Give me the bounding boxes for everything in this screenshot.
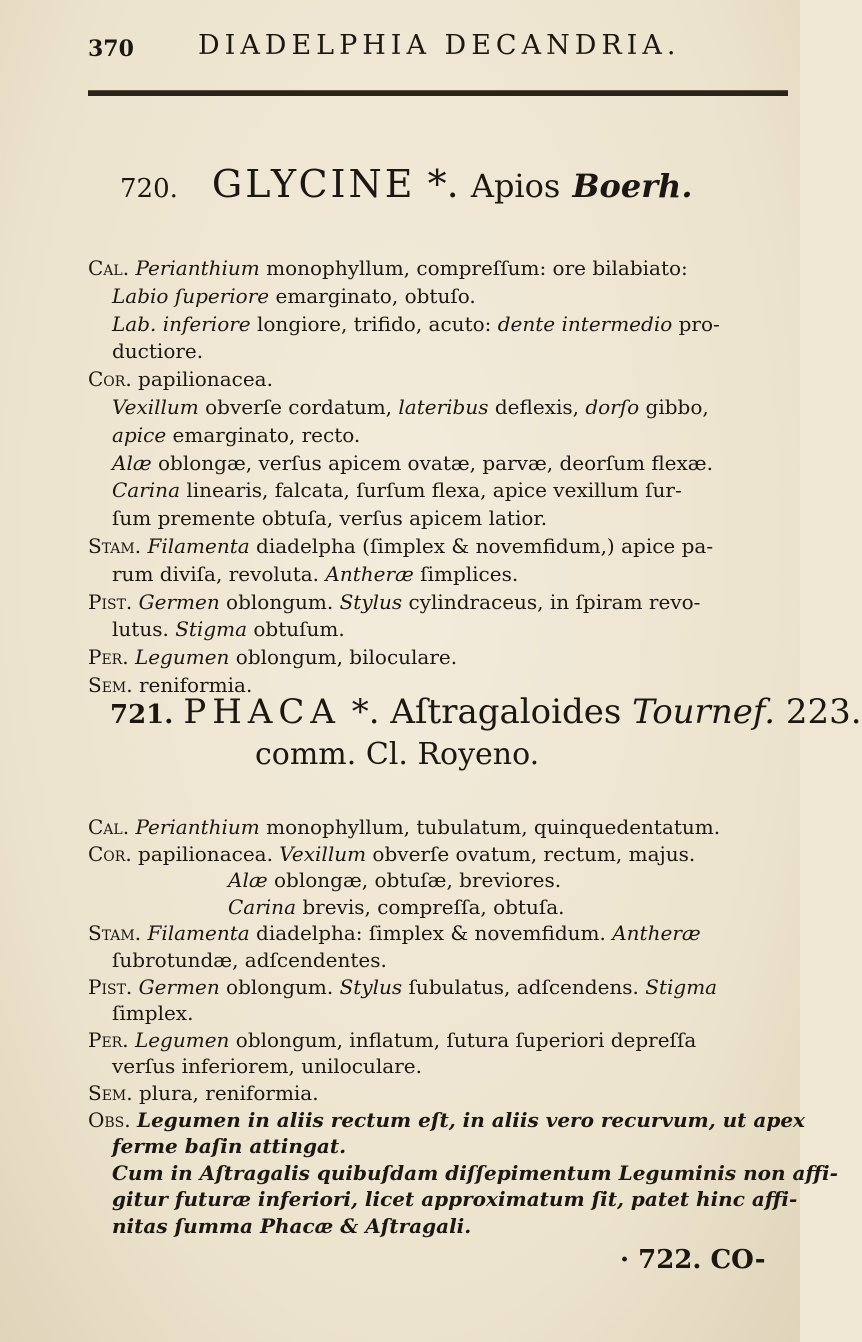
genus-name: GLYCINE <box>211 162 416 206</box>
part-label: Sem. <box>88 1081 133 1105</box>
description-text: ſubrotundæ, adſcendentes. <box>112 948 387 972</box>
italic-term: lateribus <box>398 395 489 419</box>
italic-term: ferme baſin attingat. <box>112 1134 347 1159</box>
description-text: monophyllum, compreſſum: ore bilabiato: <box>259 256 688 280</box>
description-text: oblongum, inflatum, ſutura ſuperiori depreſſa <box>229 1027 697 1052</box>
genus-721-heading-line2: comm. Cl. Royeno. <box>255 737 540 772</box>
italic-term: Filamenta <box>147 921 250 946</box>
italic-term: Stylus <box>339 974 403 999</box>
running-title: DIADELPHIA DECANDRIA. <box>198 30 681 61</box>
italic-term: Legumen in aliis rectum eſt, in aliis vero recurvum, ut apex <box>137 1107 805 1132</box>
description-text: oblongum. <box>219 589 340 614</box>
italic-term: Antheræ <box>612 921 701 946</box>
description-text: pro- <box>672 311 720 336</box>
italic-term: Carina <box>112 478 180 503</box>
description-text: oblongum. <box>219 974 340 999</box>
description-line <box>112 1161 838 1185</box>
description-line <box>88 1108 805 1132</box>
description-line <box>88 534 713 558</box>
description-line <box>112 312 720 336</box>
description-line <box>112 478 682 502</box>
description-text: papilionacea. <box>138 841 280 866</box>
italic-term: Stigma <box>645 974 718 999</box>
description-line <box>112 395 709 419</box>
genus-synonym: Aſtragaloides <box>390 692 622 732</box>
description-line <box>112 1187 797 1211</box>
part-label: Stam. <box>88 921 142 946</box>
genus-number: 721. <box>110 700 174 730</box>
italic-term: Vexillum <box>279 841 367 866</box>
part-label: Stam. <box>88 534 142 558</box>
description-text: brevis, compreſſa, obtuſa. <box>296 894 565 919</box>
header-rule <box>88 90 788 96</box>
italic-term: Labio ſuperiore <box>112 283 270 308</box>
description-text: deflexis, <box>488 395 586 419</box>
description-text: obtuſum. <box>247 617 345 642</box>
description-line <box>228 895 565 919</box>
italic-term: Stylus <box>339 589 403 614</box>
italic-term: Germen <box>138 589 220 614</box>
italic-term: Germen <box>138 974 220 999</box>
description-text: reniformia. <box>138 673 253 697</box>
genus-mark: *. <box>427 162 459 206</box>
description-text: obverſe ovatum, rectum, majus. <box>366 841 696 866</box>
description-line <box>88 921 701 945</box>
genus-name: PHACA <box>183 692 341 732</box>
part-label: Sem. <box>88 673 133 697</box>
description-line <box>112 1054 422 1078</box>
italic-term: dorſo <box>585 395 640 419</box>
italic-term: Cum in Aſtragalis quibuſdam diſſepimentum Leguminis non affi- <box>112 1160 838 1185</box>
description-text: obverſe cordatum, <box>198 395 399 419</box>
italic-term: gitur futuræ inferiori, licet approximatum ſit, patet hinc affi- <box>112 1187 798 1212</box>
description-text: cylindraceus, in ſpiram revo- <box>402 589 701 614</box>
description-text: plura, reniformia. <box>138 1081 319 1105</box>
description-line <box>112 948 387 972</box>
description-line <box>112 1134 346 1158</box>
part-label: Pist. <box>88 589 133 614</box>
description-text: diadelpha: ſimplex & novemfidum. <box>249 921 613 946</box>
genus-authority: Tournef. <box>632 692 776 732</box>
part-label: Per. <box>88 645 129 670</box>
part-label: Per. <box>88 1027 129 1052</box>
description-line <box>88 367 273 391</box>
description-line <box>112 423 360 447</box>
description-line <box>112 506 547 530</box>
genus-mark: *. <box>351 692 380 732</box>
description-text: emarginato, recto. <box>166 422 361 447</box>
part-label: Pist. <box>88 974 133 999</box>
description-line <box>88 590 700 614</box>
part-label: Obs. <box>88 1107 131 1132</box>
description-text: oblongæ, verſus apicem ovatæ, parvæ, deorſum flexæ. <box>151 450 713 475</box>
description-text: emarginato, obtuſo. <box>269 283 476 308</box>
description-line <box>112 284 476 308</box>
part-label: Cor. <box>88 841 132 866</box>
page-number: 370 <box>88 36 134 62</box>
italic-term: Legumen <box>134 1027 230 1052</box>
description-text: ſubulatus, adſcendens. <box>402 974 646 999</box>
italic-term: Lab. inferiore <box>112 311 251 336</box>
page-reference: 223. <box>785 692 862 732</box>
description-line <box>88 1028 696 1052</box>
description-text: ductiore. <box>112 339 204 364</box>
description-line <box>88 842 695 866</box>
description-text: linearis, falcata, ſurſum flexa, apice vexillum ſur- <box>180 478 682 503</box>
description-text: ſimplices. <box>413 561 519 586</box>
description-line <box>228 868 561 892</box>
genus-number: 720. <box>120 174 178 204</box>
italic-term: Legumen <box>134 645 230 670</box>
description-text: gibbo, <box>639 395 709 419</box>
italic-term: nitas ſumma Phacæ & Aſtragali. <box>112 1214 472 1238</box>
description-line <box>112 617 345 641</box>
italic-term: Perianthium <box>135 815 260 839</box>
description-text: ſimplex. <box>112 1001 194 1026</box>
description-text: rum diviſa, revoluta. <box>112 561 326 586</box>
italic-term: Antheræ <box>325 561 414 586</box>
description-line <box>88 256 688 280</box>
italic-term: Alæ <box>228 868 268 893</box>
description-text: diadelpha (ſimplex & novemfidum,) apice pa- <box>249 534 714 558</box>
description-text: longiore, trifido, acuto: <box>250 311 498 336</box>
description-text: oblongæ, obtuſæ, breviores. <box>267 868 562 893</box>
genus-authority: Boerh. <box>572 167 693 205</box>
description-line <box>88 815 720 839</box>
genus-721-heading <box>110 692 862 732</box>
description-text: verſus inferiorem, uniloculare. <box>112 1054 422 1079</box>
description-line <box>112 1214 471 1238</box>
description-text: monophyllum, tubulatum, quinquedentatum. <box>259 815 721 839</box>
italic-term: Carina <box>228 894 296 919</box>
description-text: oblongum, biloculare. <box>229 645 458 670</box>
italic-term: apice <box>112 422 167 447</box>
catchword: · 722. CO- <box>620 1245 766 1275</box>
italic-term: dente intermedio <box>497 311 673 336</box>
description-text: ſum premente obtuſa, verſus apicem latior. <box>112 506 548 531</box>
description-line <box>88 975 717 999</box>
description-line <box>88 645 457 669</box>
description-line <box>112 451 713 475</box>
italic-term: Filamenta <box>147 534 250 558</box>
genus-720-heading <box>120 162 692 206</box>
italic-term: Perianthium <box>135 256 260 280</box>
description-text: papilionacea. <box>138 367 273 392</box>
description-line <box>112 1001 193 1025</box>
genus-synonym: Apios <box>470 167 561 205</box>
description-text: lutus. <box>112 617 176 642</box>
italic-term: Alæ <box>112 450 152 475</box>
italic-term: Stigma <box>175 617 248 642</box>
description-line <box>88 1081 319 1105</box>
part-label: Cal. <box>88 815 130 839</box>
description-line <box>112 562 518 586</box>
part-label: Cal. <box>88 256 130 280</box>
description-line <box>112 339 203 363</box>
part-label: Cor. <box>88 367 132 392</box>
italic-term: Vexillum <box>112 395 199 419</box>
